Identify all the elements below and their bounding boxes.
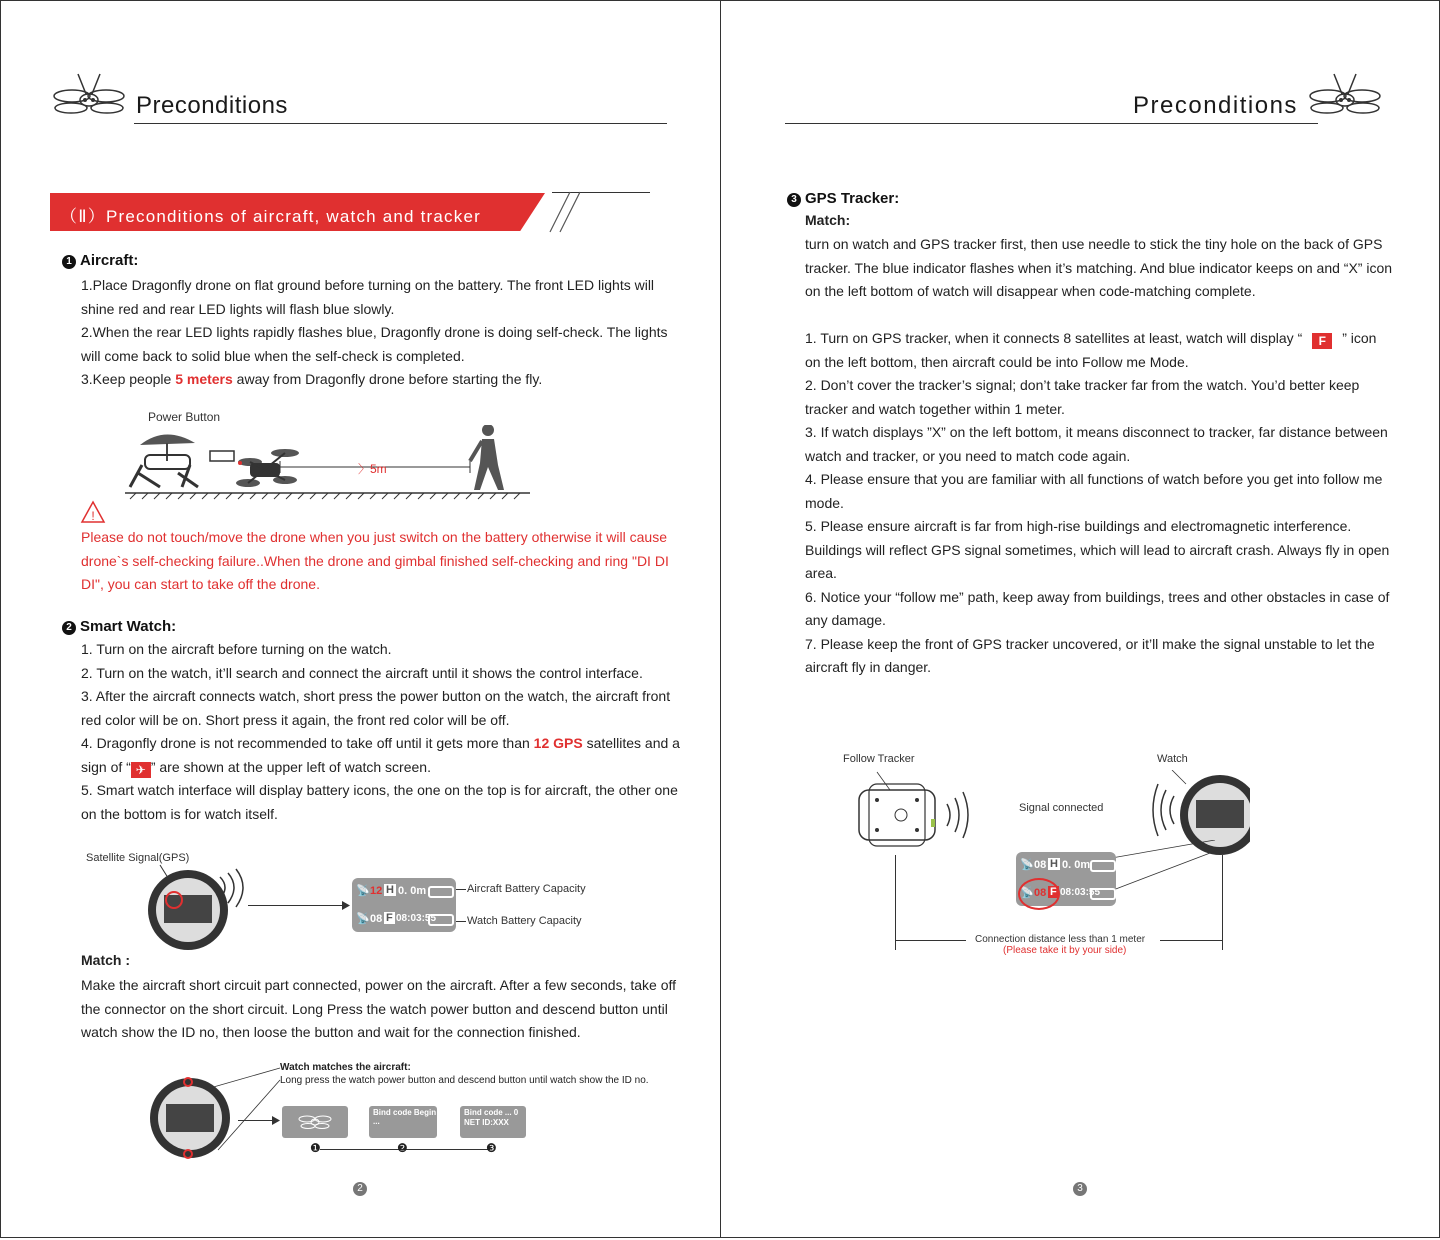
lcd-top-alt: 0. 0m — [1062, 859, 1091, 871]
number-1-icon: 1 — [62, 255, 76, 269]
lcd-top-alt: 0. 0m — [398, 885, 427, 897]
number-2-icon: 2 — [62, 621, 76, 635]
dragonfly-logo-icon — [1300, 70, 1390, 130]
svg-text:!: ! — [91, 509, 95, 523]
arrowhead-icon — [272, 1116, 280, 1125]
satellite-icon: 📡 — [1020, 859, 1034, 871]
screen-3-bind-code: Bind code ... 0 NET ID:XXX — [460, 1106, 526, 1138]
step-3: ❸ — [486, 1141, 497, 1155]
distance-tick-left — [895, 855, 896, 950]
gps-text — [805, 233, 1395, 680]
watch-label: Watch — [1157, 753, 1188, 765]
match-text: Make the aircraft short circuit part connected, power on the aircraft. After a few seconds, take off the connector on the short circuit. Long Press the watch power button and descend button until watch show the ID no, then loose the button and wait for the connection finished. — [81, 977, 677, 1040]
lcd-bottom-mode: F — [1050, 886, 1057, 898]
lcd-bottom-time: 08:03:55 — [1060, 887, 1101, 898]
lcd-bottom-sats: 08 — [1034, 887, 1047, 899]
gps-p1: 1. Turn on GPS tracker, when it connects 8 satellites at least, watch will display “ F ” icon on the left bottom, then aircraft could be into Follow me Mode. — [805, 330, 1377, 370]
leader-line — [456, 889, 466, 890]
smart-watch-p5: 5. Smart watch interface will display battery icons, the one on the top is for aircraft, the other one on the bottom is for watch itself. — [81, 782, 678, 822]
gps-p2: 2. Don’t cover the tracker’s signal; don’t take tracker far from the watch. You’d better keep tracker and watch together within 1 meter. — [805, 377, 1360, 417]
gps-match-text: turn on watch and GPS tracker first, then use needle to stick the tiny hole on the back of GPS tracker. The blue indicator flashes when it’s matching. And blue indicator keeps on and “X” icon on the left bottom of watch will disappear when code-matching complete. — [805, 236, 1393, 299]
page-title: Preconditions — [136, 92, 288, 119]
distance-line-right — [1160, 940, 1222, 941]
lcd-top-sats: 08 — [1034, 859, 1047, 871]
arrow-right — [248, 905, 346, 906]
aircraft-p1: 1.Place Dragonfly drone on flat ground before turning on the battery. The front LED lights will shine red and rear LED lights will flash blue slowly. — [81, 277, 655, 317]
follow-tracker-label: Follow Tracker — [843, 753, 915, 765]
gps-tracker-illustration — [855, 770, 975, 860]
header-divider — [785, 123, 1318, 124]
match-heading: Match : — [81, 952, 130, 968]
watch-battery-icon — [1090, 888, 1116, 900]
signal-connected-label: Signal connected — [1019, 802, 1104, 814]
page-number: 3 — [1073, 1182, 1087, 1196]
drone-distance-illustration — [120, 425, 540, 500]
aircraft-p2: 2.When the rear LED lights rapidly flashes blue, Dragonfly drone is doing self-check. The lights will come back to solid blue when the self-check is completed. — [81, 324, 668, 364]
lcd-top-sats: 12 — [370, 885, 383, 897]
page-title: Preconditions — [1133, 92, 1298, 119]
connection-distance-label: Connection distance less than 1 meter — [975, 934, 1146, 945]
distance-tick-right — [1222, 855, 1223, 950]
aircraft-battery-label: Aircraft Battery Capacity — [467, 883, 586, 895]
watch-battery-label: Watch Battery Capacity — [467, 915, 582, 927]
lcd-red-circle — [1018, 878, 1060, 910]
distance-line-left — [896, 940, 966, 941]
airplane-icon: ✈ — [131, 762, 151, 778]
satellite-icon: 📡 — [356, 913, 370, 925]
arrowhead-icon — [342, 901, 350, 910]
lcd-bottom-sats: 08 — [370, 913, 383, 925]
smart-watch-p2: 2. Turn on the watch, it’ll search and connect the aircraft until it shows the control interface. — [81, 664, 643, 681]
lcd-bottom-time: 08:03:55 — [396, 913, 437, 924]
lcd-bottom-mode: F — [386, 912, 393, 924]
aircraft-p3: 3.Keep people 5 meters away from Dragonfly drone before starting the fly. — [81, 371, 543, 387]
watch-illustration-2 — [150, 1060, 290, 1165]
watch-battery-icon — [428, 914, 454, 926]
smart-watch-p1: 1. Turn on the aircraft before turning on the watch. — [81, 641, 392, 657]
lcd-top-mode: H — [1050, 858, 1058, 870]
section-banner-text: （Ⅱ）Preconditions of aircraft, watch and tracker — [60, 207, 481, 226]
smart-watch-p4: 4. Dragonfly drone is not recommended to take off until it gets more than 12 GPS satellites and a sign of “ ✈ ” are shown at the upper left of watch screen. — [81, 735, 680, 777]
gps-match-heading: Match: — [805, 212, 851, 228]
leader-line — [456, 921, 466, 922]
gps-p4: 4. Please ensure that you are familiar with all functions of watch before you get into follow me mode. — [805, 471, 1383, 511]
gps-p5: 5. Please ensure aircraft is far from high-rise buildings and electromagnetic interference. Buildings will reflect GPS signal sometimes, which will lead to aircraft crash. Always fly in open area. — [805, 518, 1390, 581]
distance-label: 〉5m — [358, 462, 387, 476]
smart-watch-text — [81, 638, 691, 826]
step-1: ❶ — [310, 1141, 321, 1155]
satellite-icon: 📡 — [1020, 887, 1034, 899]
step-2: ❷ — [397, 1141, 408, 1155]
warning-text: Please do not touch/move the drone when you just switch on the battery otherwise it will cause drone`s self-checking failure..When the drone and gimbal finished self-checking and ring "DI DI DI", you can start to take off the drone. — [81, 529, 669, 592]
aircraft-text — [81, 274, 671, 392]
lcd-top-mode: H — [386, 884, 394, 896]
gps-highlight: 12 GPS — [533, 735, 583, 751]
screen-2-bind-begin: Bind code Begin ... — [369, 1106, 437, 1138]
warning-triangle-icon — [80, 500, 106, 524]
aircraft-battery-icon — [1090, 860, 1116, 872]
connection-distance-note: (Please take it by your side) — [1003, 945, 1127, 956]
watch-lcd-1 — [352, 878, 456, 932]
dragonfly-icon — [282, 1106, 348, 1138]
watch-illustration-1 — [140, 855, 250, 955]
smart-watch-p3: 3. After the aircraft connects watch, short press the power button on the watch, the aircraft front red color will be on. Short press it again, the front red color will be off. — [81, 688, 671, 728]
banner-slash-icon — [540, 190, 580, 234]
dragonfly-logo-icon — [44, 70, 134, 130]
satellite-label: Satellite Signal(GPS) — [86, 852, 190, 864]
arrow-right — [238, 1120, 274, 1121]
power-button-label: Power Button — [148, 410, 221, 424]
screen-1-logo — [282, 1106, 348, 1138]
header-divider — [134, 123, 667, 124]
aircraft-battery-icon — [428, 886, 454, 898]
matches-title: Watch matches the aircraft: — [280, 1062, 411, 1073]
gps-p6: 6. Notice your “follow me” path, keep away from buildings, trees and other obstacles in case of any damage. — [805, 588, 1390, 628]
number-3-icon: 3 — [787, 193, 801, 207]
follow-me-f-icon: F — [1312, 333, 1332, 349]
satellite-icon: 📡 — [356, 885, 370, 897]
gps-p3: 3. If watch displays ”X” on the left bottom, it means disconnect to tracker, far distance between watch and tracker, or you need to match code again. — [805, 424, 1388, 464]
matches-desc: Long press the watch power button and descend button until watch show the ID no. — [280, 1075, 649, 1086]
five-meters-highlight: 5 meters — [175, 371, 233, 387]
page-number: 2 — [353, 1182, 367, 1196]
smart-watch-heading: 2 Smart Watch: — [62, 618, 176, 635]
gps-p7: 7. Please keep the front of GPS tracker uncovered, or it’ll make the signal unstable to let the aircraft fly in danger. — [805, 635, 1375, 675]
aircraft-heading: 1 Aircraft: — [62, 252, 138, 269]
gps-heading: 3 GPS Tracker: — [787, 190, 899, 207]
